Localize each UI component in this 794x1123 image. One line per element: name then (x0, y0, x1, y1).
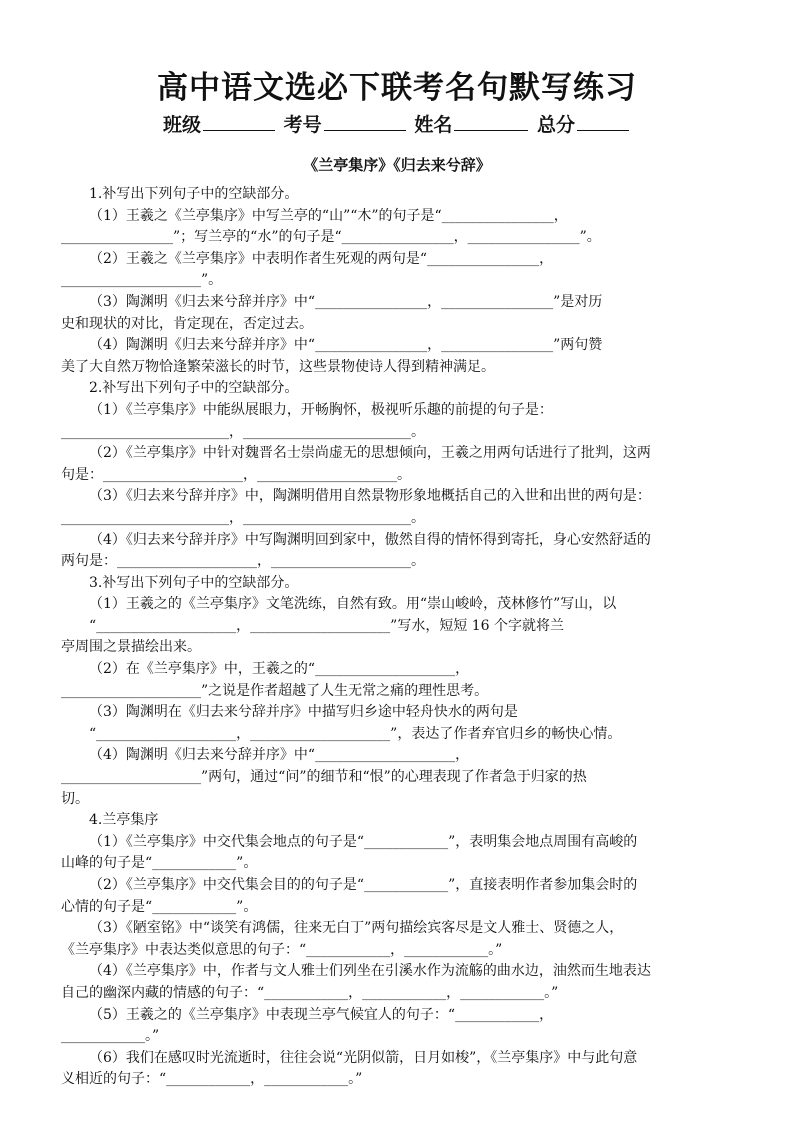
name-label: 姓名 (414, 114, 453, 136)
question-line: 《兰亭集序》中表达类似意思的句子：“____________，____________。” (61, 941, 503, 958)
question-line: ________________________，________________________。 (61, 509, 425, 526)
question-line: （5）王羲之的《兰亭集序》中表现兰亭气候宜人的句子：“____________， (89, 1006, 554, 1023)
question-line: （2）王羲之《兰亭集序》中表明作者生死观的两句是“________________， (89, 250, 554, 267)
question-line: 句是：____________________，____________________。 (61, 466, 411, 483)
question-line: （1）《兰亭集序》中交代集会地点的句子是“____________”，表明集会地点周围有高峻的 (89, 833, 638, 850)
question-line: 美了大自然万物恰逢繁荣滋长的时节，这些景物使诗人得到精神满足。 (61, 358, 495, 375)
question-line: ________________________，________________________。 (61, 423, 425, 440)
question-line: ____________________”之说是作者超越了人生无常之痛的理性思考。 (61, 682, 489, 699)
section-subtitle: 《兰亭集序》《归去来兮辞》 (303, 156, 491, 174)
question-line: （2）在《兰亭集序》中，王羲之的“____________________， (89, 661, 470, 678)
score-blank[interactable] (577, 110, 629, 131)
question-line: （3）陶渊明在《归去来兮辞并序》中描写归乡途中轻舟快水的两句是 (89, 704, 518, 721)
class-blank[interactable] (203, 110, 275, 131)
question-line: 亭周围之景描绘出来。 (61, 639, 201, 656)
question-line: 山峰的句子是“____________”。 (61, 855, 258, 872)
question-line: （4）《归去来兮辞并序》中写陶渊明回到家中，傲然自得的情怀得到寄托，身心安然舒适的 (89, 531, 651, 548)
question-line: 史和现状的对比，肯定现在，否定过去。 (61, 315, 313, 332)
question-line: ____________。” (61, 1028, 160, 1045)
name-blank[interactable] (454, 110, 528, 131)
question-line: 4.兰亭集序 (89, 812, 159, 829)
student-info-line (0, 110, 794, 137)
question-line: “____________________，____________________”，表达了作者弃官归乡的畅快心情。 (89, 725, 622, 742)
question-line: 自己的幽深内藏的情感的句子：“____________，____________，____________。” (61, 984, 559, 1001)
question-line: 3.补写出下列句子中的空缺部分。 (89, 574, 299, 591)
question-line: （4）陶渊明《归去来兮辞并序》中“____________________， (89, 747, 470, 764)
question-line: ____________________”。 (61, 272, 223, 289)
question-line: （3）《陋室铭》中“谈笑有鸿儒，往来无白丁”两句描绘宾客尽是文人雅士、贤德之人， (89, 920, 624, 937)
question-line: 义相近的句子：“____________，____________。” (61, 1071, 363, 1088)
question-line: 2.补写出下列句子中的空缺部分。 (89, 380, 299, 397)
question-line: （4）《兰亭集序》中，作者与文人雅士们列坐在引溪水作为流觞的曲水边，油然而生地表达 (89, 963, 651, 980)
question-line: 1.补写出下列句子中的空缺部分。 (89, 186, 299, 202)
exam-no-blank[interactable] (324, 110, 406, 131)
question-line: （1）王羲之的《兰亭集序》文笔洗练，自然有致。用“崇山峻岭，茂林修竹”写山，以 (89, 596, 617, 613)
page-title: 高中语文选必下联考名句默写练习 (157, 70, 637, 106)
question-line: （2）《兰亭集序》中针对魏晋名士崇尚虚无的思想倾向，王羲之用两句话进行了批判，这两 (89, 445, 651, 462)
question-line: 两句是：____________________，____________________。 (61, 553, 425, 570)
question-line: “____________________，____________________”写水，短短 16 个字就将兰 (89, 617, 565, 634)
question-line: ____________________”两句，通过“问”的细节和“恨”的心理表现了作者急于归家的热 (61, 769, 587, 786)
question-line: （1）《兰亭集序》中能纵展眼力，开畅胸怀，极视听乐趣的前提的句子是： (89, 401, 553, 418)
question-line: （2）《兰亭集序》中交代集会目的的句子是“____________”，直接表明作者参加集会时的 (89, 877, 638, 893)
question-line: （1）王羲之《兰亭集序》中写兰亭的“山”“木”的句子是“________________， (89, 207, 568, 224)
question-line: （3）陶渊明《归去来兮辞并序》中“________________，________________”是对历 (89, 293, 603, 310)
question-line: （6）我们在感叹时光流逝时，往往会说“光阴似箭，日月如梭”，《兰亭集序》中与此句意 (89, 1049, 638, 1066)
question-line: （3）《归去来兮辞并序》中，陶渊明借用自然景物形象地概括自己的入世和出世的两句是： (89, 488, 651, 505)
class-label: 班级 (163, 114, 202, 136)
question-line: 心情的句子是“____________”。 (61, 898, 258, 915)
exam-no-label: 考号 (283, 114, 322, 136)
question-line: （4）陶渊明《归去来兮辞并序》中“________________，________________”两句赞 (89, 337, 603, 354)
question-line: 切。 (61, 790, 89, 807)
score-label: 总分 (536, 114, 575, 136)
question-line: ________________”；写兰亭的“水”的句子是“________________，________________”。 (61, 229, 601, 246)
questions-body (61, 184, 736, 1091)
